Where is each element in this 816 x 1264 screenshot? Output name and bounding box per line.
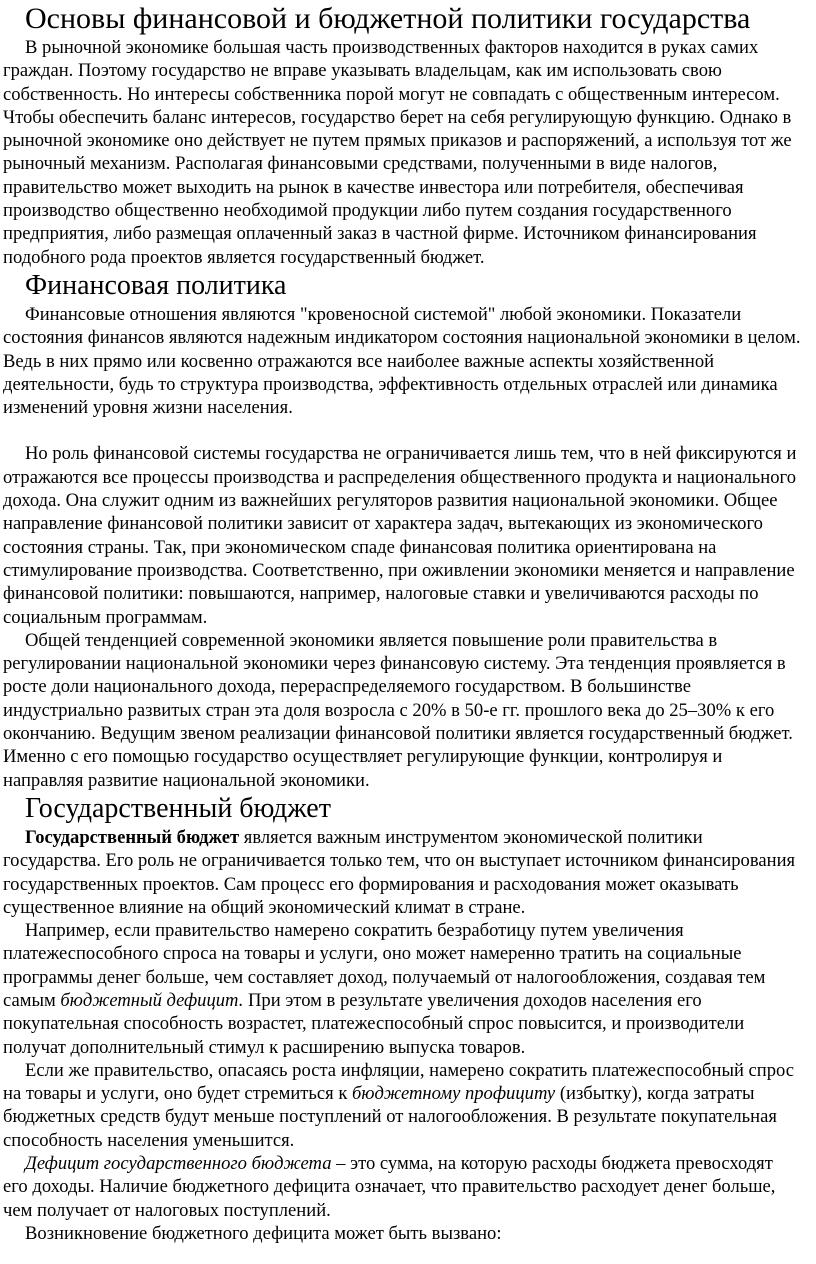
- paragraph: Если же правительство, опасаясь роста инфляции, намерено сократить платежеспособный спрос на товары и услуги, оно будет стремиться к бюджетному профициту (избытку), когда затраты бюджетных средств будут меньше поступлений от налогообложения. В результате покупательная способность населения уменьшится.: [3, 1059, 795, 1151]
- paragraph: Например, если правительство намерено сократить безработицу путем увеличения платежеспособного спроса на товары и услуги, оно может намеренно тратить на социальные программы денег больше, чем составляет доход, получаемый от налогообложения, создавая тем самым бюджетный дефицит. При этом в результате увеличения доходов населения его покупательная способность возрастет, платежеспособный спрос повысится, и производители получат дополнительный стимул к расширению выпуска товаров.: [3, 920, 766, 1058]
- italic-term: бюджетный дефицит.: [60, 989, 244, 1011]
- paragraph: Государственный бюджет является важным инструментом экономической политики государства. Его роль не ограничивается только тем, что он выступает источником финансирования государственных проектов. Сам процесс его формирования и расходования может оказывать существенное влияние на общий экономический климат в стране.: [3, 826, 796, 918]
- intro-paragraph: В рыночной экономике большая часть производственных факторов находится в руках самих граждан. Поэтому государство не вправе указывать владельцам, как им использовать свою собственность. Но интересы собственника порой могут не совпадать с общественным интересом. Чтобы обеспечить баланс интересов, государство берет на себя регулирующую функцию. Однако в рыночной экономике оно действует не путем прямых приказов и распоряжений, а используя тот же рыночный механизм. Располагая финансовыми средствами, полученными в виде налогов, правительство может выходить на рынок в качестве инвестора или потребителя, обеспечивая производство общественно необходимой продукции либо путем создания государственного предприятия, либо размещая оплаченный заказ в частной фирме. Источником финансирования подобного рода проектов является государственный бюджет.: [3, 37, 792, 268]
- italic-term: бюджетному профициту: [352, 1083, 556, 1105]
- paragraph: Финансовые отношения являются "кровеносной системой" любой экономики. Показатели состояния финансов являются надежным индикатором состояния национальной экономики в целом. Ведь в них прямо или косвенно отражаются все наиболее важные аспекты хозяйственной деятельности, будь то структура производства, эффективность отдельных отраслей или динамика изменений уровня жизни населения.: [3, 303, 801, 419]
- paragraph-gap: [3, 419, 802, 442]
- paragraph: Дефицит государственного бюджета – это сумма, на которую расходы бюджета превосходят его доходы. Наличие бюджетного дефицита означает, что правительство расходует денег больше, чем получает от налоговых поступлений.: [3, 1153, 776, 1221]
- bold-term: Государственный бюджет: [25, 826, 240, 848]
- page-title: Основы финансовой и бюджетной политики государства: [25, 2, 751, 35]
- paragraph: Возникновение бюджетного дефицита может быть вызвано:: [25, 1222, 502, 1244]
- paragraph: Общей тенденцией современной экономики является повышение роли правительства в регулировании национальной экономики через финансовую систему. Эта тенденция проявляется в росте доли национального дохода, перераспределяемого государством. В большинстве индустриально развитых стран эта доля возросла с 20% в 50-е гг. прошлого века до 25–30% к его окончанию. Ведущим звеном реализации финансовой политики является государственный бюджет. Именно с его помощью государство осуществляет регулирующие функции, контролируя и направляя развитие национальной экономики.: [3, 629, 793, 791]
- section-heading-state-budget: Государственный бюджет: [25, 792, 331, 824]
- paragraph: Но роль финансовой системы государства не ограничивается лишь тем, что в ней фиксируются и отражаются все процессы производства и распределения общественного продукта и национального дохода. Она служит одним из важнейших регуляторов развития национальной экономики. Общее направление финансовой политики зависит от характера задач, вытекающих из экономического состояния страны. Так, при экономическом спаде финансовая политика ориентирована на стимулирование производства. Соответственно, при оживлении экономики меняется и направление финансовой политики: повышаются, например, налоговые ставки и увеличиваются расходы по социальным программам.: [3, 443, 797, 628]
- italic-term: Дефицит государственного бюджета: [25, 1153, 332, 1175]
- section-heading-financial-policy: Финансовая политика: [25, 269, 287, 301]
